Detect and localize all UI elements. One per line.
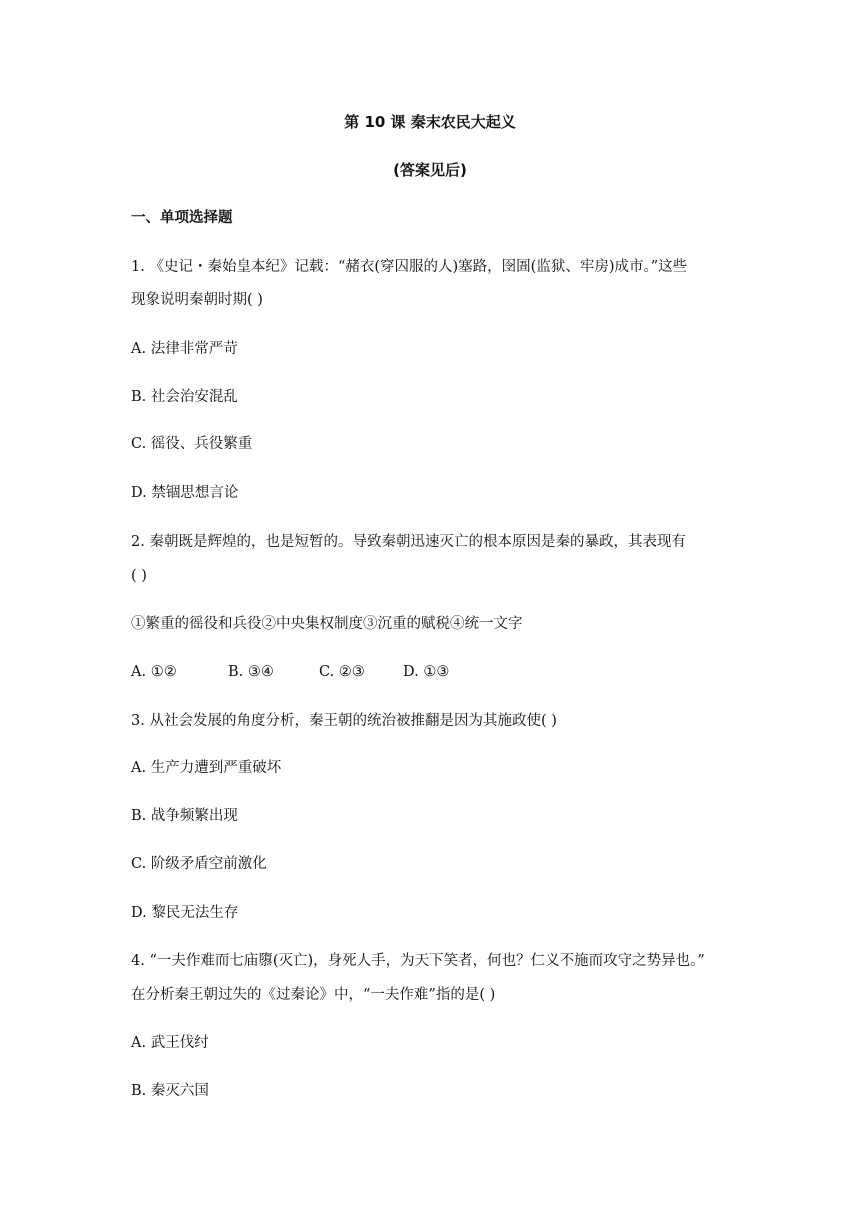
- question-1-option-c: C. 徭役、兵役繁重: [131, 436, 253, 452]
- question-3-option-a: A. 生产力遭到严重破坏: [131, 760, 282, 776]
- question-2-stem-line-2: ( ): [131, 568, 147, 584]
- question-1-stem-line-1: 1. 《史记・秦始皇本纪》记载：“赭衣(穿囚服的人)塞路，囹圄(监狱、牢房)成市。”这些: [131, 259, 688, 275]
- question-1-option-d: D. 禁锢思想言论: [131, 485, 239, 501]
- question-2-option-a: A. ①②: [131, 664, 177, 680]
- question-1-option-a: A. 法律非常严苛: [131, 341, 238, 357]
- question-2-option-d: D. ①③: [403, 664, 450, 680]
- question-4-option-b: B. 秦灭六国: [131, 1083, 209, 1099]
- question-2-option-b: B. ③④: [228, 664, 274, 680]
- question-2-stem-line-3: ①繁重的徭役和兵役②中央集权制度③沉重的赋税④统一文字: [131, 616, 523, 632]
- question-3-option-d: D. 黎民无法生存: [131, 905, 239, 921]
- question-1-option-b: B. 社会治安混乱: [131, 389, 238, 405]
- question-2-options-row: [131, 662, 449, 682]
- question-4-stem-line-1: 4. “一夫作难而七庙隳(灭亡)，身死人手，为天下笑者，何也？仁义不施而攻守之势异也。”: [131, 953, 705, 969]
- question-2-stem-line-1: 2. 秦朝既是辉煌的，也是短暂的。导致秦朝迅速灭亡的根本原因是秦的暴政，其表现有: [131, 534, 686, 550]
- question-2-option-c: C. ②③: [319, 664, 365, 680]
- question-3-stem-line-1: 3. 从社会发展的角度分析，秦王朝的统治被推翻是因为其施政使( ): [131, 713, 557, 729]
- answer-note: (答案见后): [393, 161, 467, 179]
- question-4-stem-line-2: 在分析秦王朝过失的《过秦论》中，“一夫作难”指的是( ): [131, 987, 496, 1003]
- question-1-stem-line-2: 现象说明秦朝时期( ): [131, 292, 263, 308]
- question-3-option-b: B. 战争频繁出现: [131, 808, 238, 824]
- section-heading: 一、单项选择题: [131, 210, 233, 226]
- question-3-option-c: C. 阶级矛盾空前激化: [131, 856, 267, 872]
- question-4-option-a: A. 武王伐纣: [131, 1035, 209, 1051]
- lesson-title: 第 10 课 秦末农民大起义: [344, 113, 516, 131]
